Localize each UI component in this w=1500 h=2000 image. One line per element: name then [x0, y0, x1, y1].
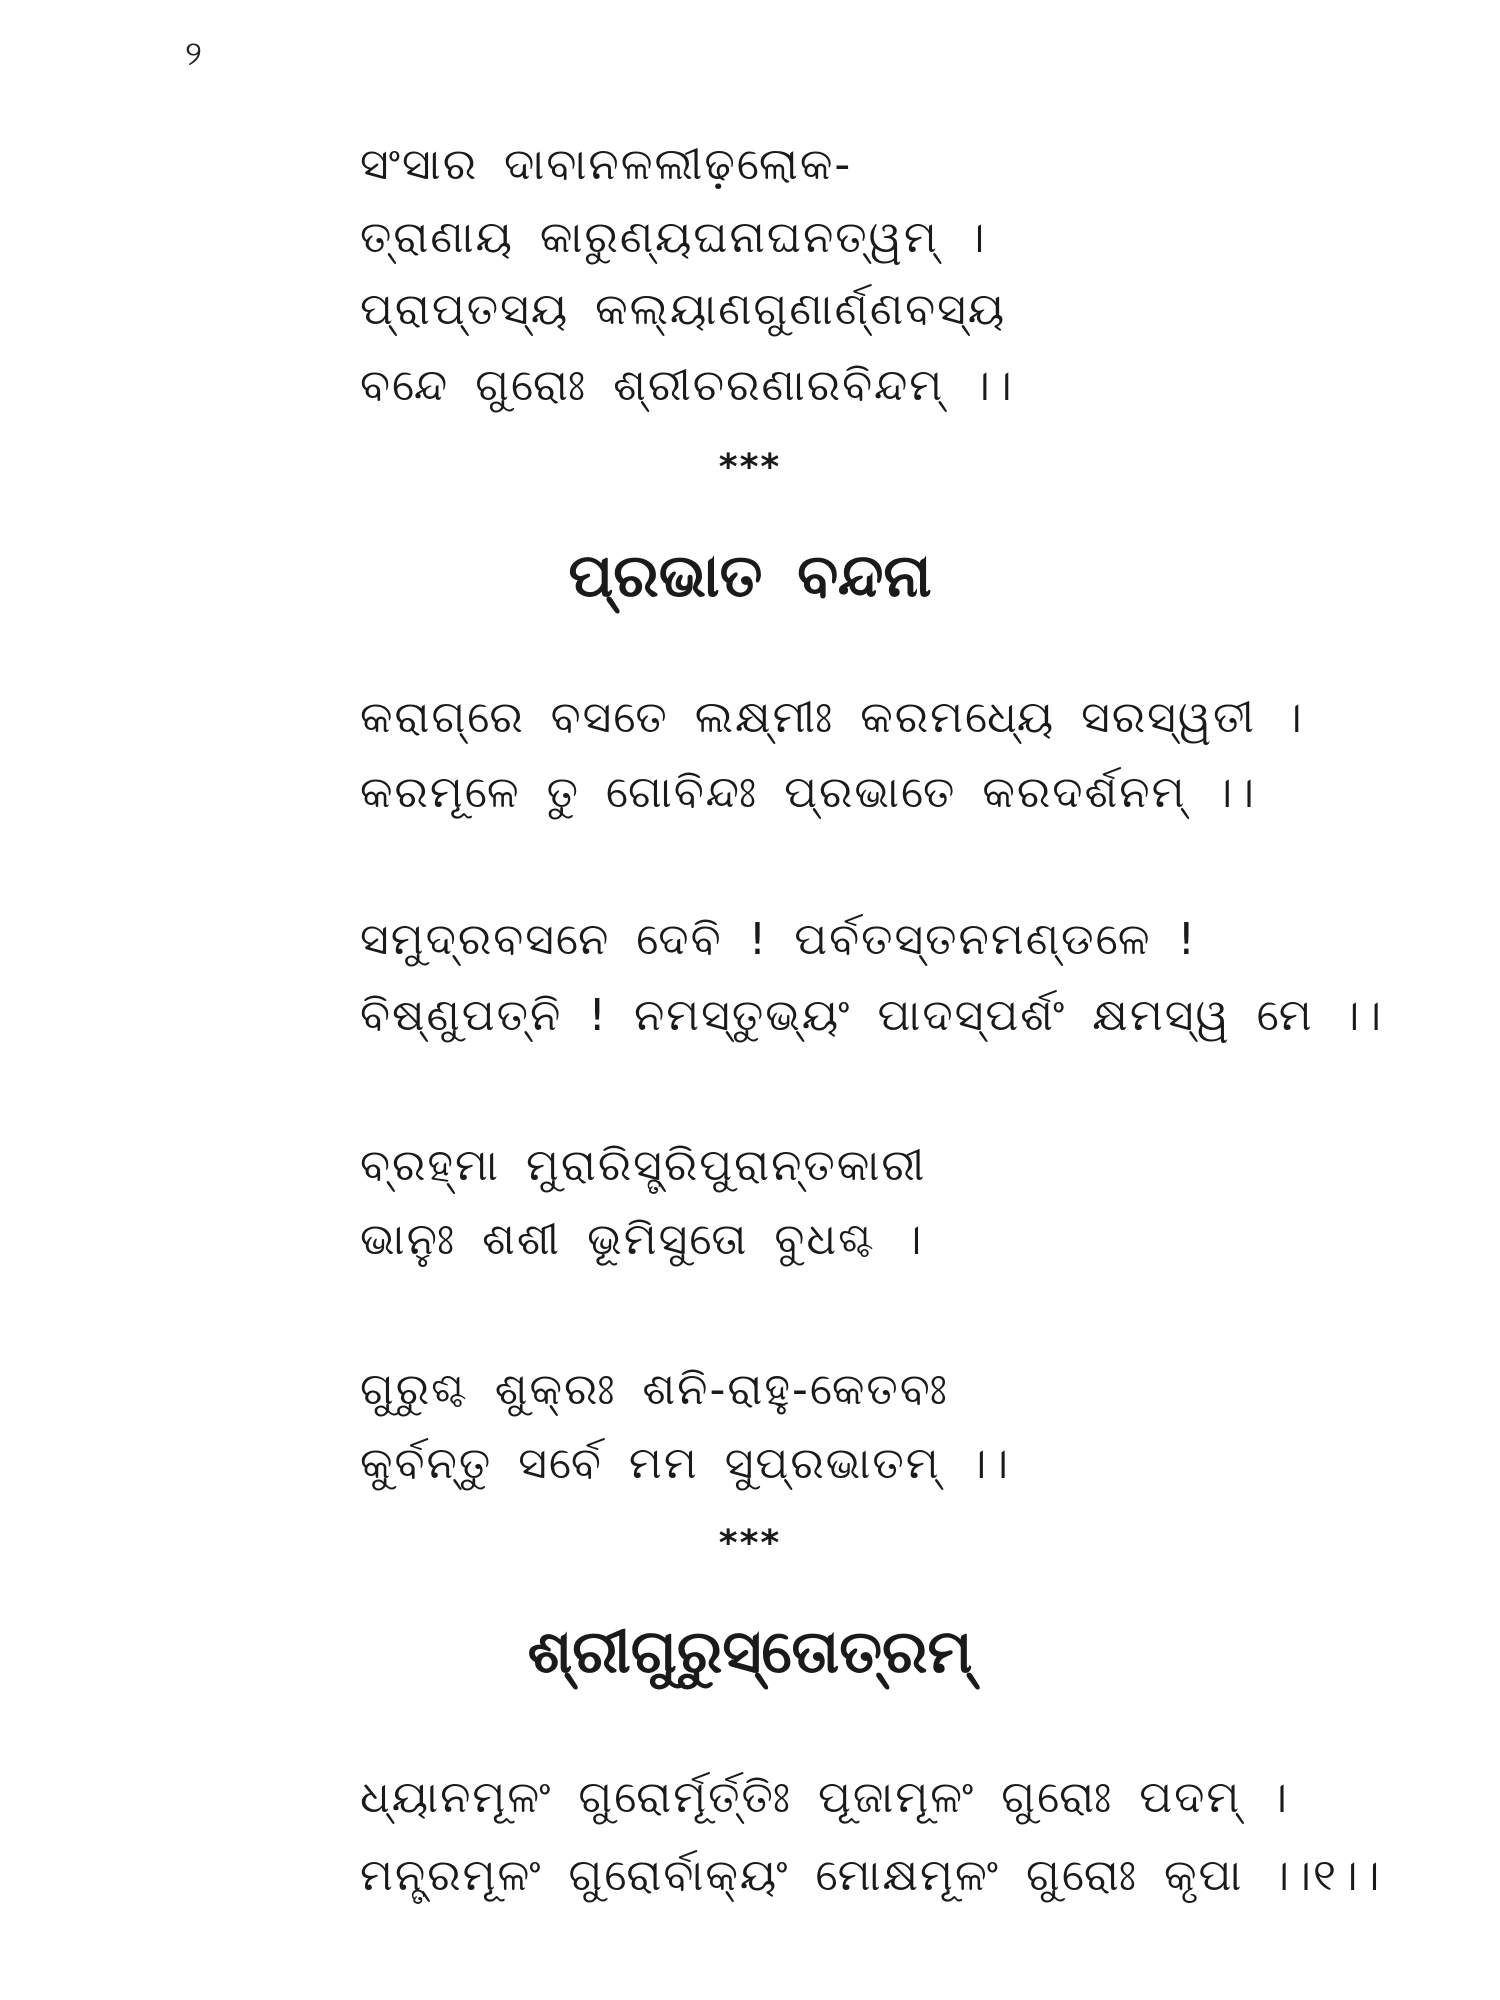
verse-line: ବ୍ରହ୍ମା ମୁରାରିସ୍ତ୍ରିପୁରାନ୍ତକାରୀ — [360, 1140, 927, 1191]
intro-verse-line-2: ତ୍ରାଣାୟ କାରୁଣ୍ୟଘନାଘନତ୍ୱମ୍ । — [360, 212, 987, 263]
intro-verse-line-3: ପ୍ରାପ୍ତସ୍ୟ କଲ୍ୟାଣଗୁଣାର୍ଣ୍ଣବସ୍ୟ — [360, 284, 1007, 335]
intro-verse-line-1: ସଂସାର ଦାବାନଳଲୀଢ଼ଲୋକ- — [360, 139, 853, 190]
page-number: ୨ — [185, 34, 202, 74]
verse-line: କରମୂଳେ ତୁ ଗୋବିନ୍ଦଃ ପ୍ରଭାତେ କରଦର୍ଶନମ୍ ।। — [360, 767, 1257, 818]
section-divider-1: *** — [718, 447, 782, 488]
verse-line: ଗୁରୁଶ୍ଚ ଶୁକ୍ରଃ ଶନି-ରାହୁ-କେତବଃ — [360, 1364, 949, 1415]
verse-line: କରାଗ୍ରେ ବସତେ ଲକ୍ଷ୍ମୀଃ କରମଧ୍ୟେ ସରସ୍ୱତୀ । — [360, 692, 1304, 743]
verse-line: ସମୁଦ୍ରବସନେ ଦେବି ! ପର୍ବତସ୍ତନମଣ୍ଡଳେ ! — [360, 914, 1198, 965]
intro-verse-line-4: ବନ୍ଦେ ଗୁରୋଃ ଶ୍ରୀଚରଣାରବିନ୍ଦମ୍ ।। — [360, 360, 1014, 411]
verse-line: ମନ୍ତ୍ରମୂଳଂ ଗୁରୋର୍ବାକ୍ୟଂ ମୋକ୍ଷମୂଳଂ ଗୁରୋଃ କୃପା ।।୧।। — [360, 1850, 1382, 1901]
verse-line: କୁର୍ବନ୍ତୁ ସର୍ବେ ମମ ସୁପ୍ରଭାତମ୍ ।। — [360, 1438, 1011, 1489]
verse-line: ଭାନୁଃ ଶଶୀ ଭୂମିସୁତୋ ବୁଧଶ୍ଚ । — [360, 1214, 924, 1265]
section-heading-prabhata-bandana: ପ୍ରଭାତ ବନ୍ଦନା — [568, 541, 932, 611]
verse-line: ବିଷ୍ଣୁପତ୍ନି ! ନମସ୍ତୁଭ୍ୟଂ ପାଦସ୍ପର୍ଶଂ କ୍ଷମସ୍ୱ ମେ ।। — [360, 990, 1384, 1041]
section-heading-sri-guru-stotram: ଶ୍ରୀଗୁରୁସ୍ତୋତ୍ରମ୍ — [527, 1617, 973, 1687]
section-divider-2: *** — [718, 1523, 782, 1564]
verse-line: ଧ୍ୟାନମୂଳଂ ଗୁରୋର୍ମୂର୍ତ୍ତିଃ ପୂଜାମୂଳଂ ଗୁରୋଃ ପଦମ୍ । — [360, 1772, 1290, 1823]
